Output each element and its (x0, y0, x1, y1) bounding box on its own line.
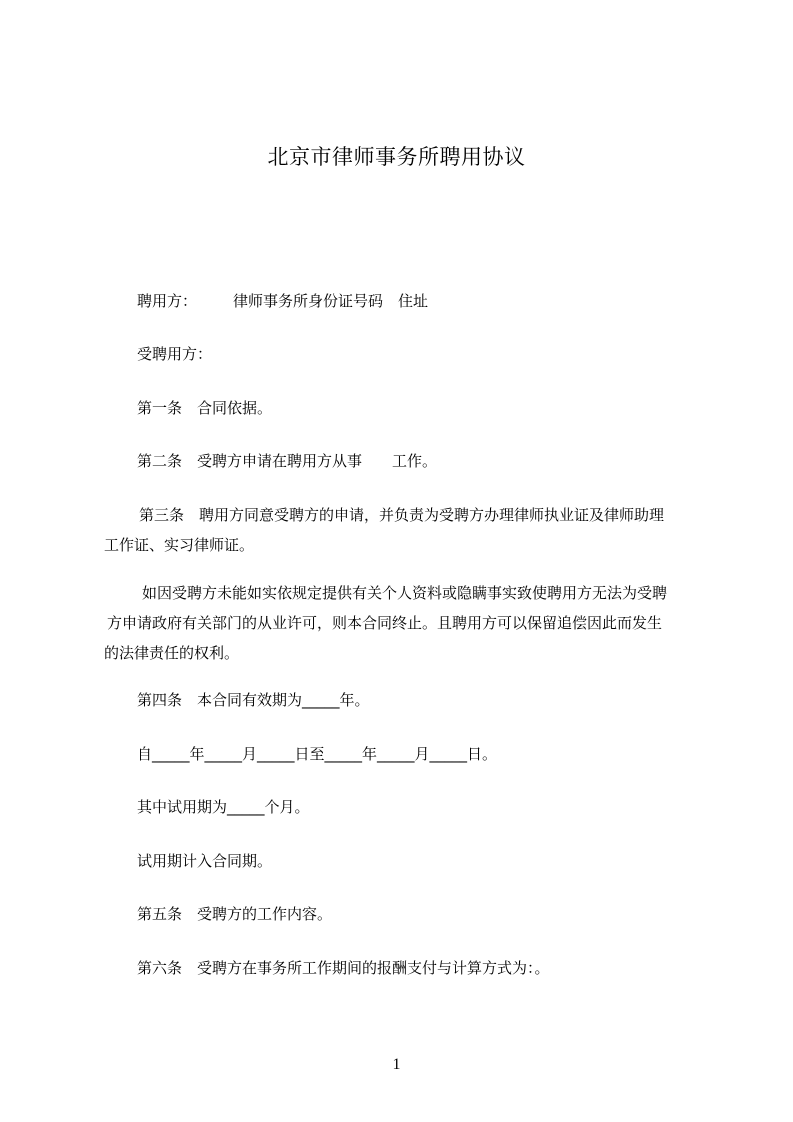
article-4-trial-note: 试用期计入合同期。 (137, 852, 273, 870)
article-1: 第一条 合同依据。 (137, 399, 273, 417)
page-number: 1 (392, 1056, 401, 1073)
article-3-supplement-line-2: 方申请政府有关部门的从业许可，则本合同终止。且聘用方可以保留追偿因此而发生 (107, 614, 663, 632)
employer-label: 聘用方： (137, 292, 198, 310)
article-5: 第五条 受聘方的工作内容。 (137, 905, 333, 923)
employer-fields: 律师事务所身份证号码 住址 (233, 292, 429, 310)
article-3-supplement-line-1: 如因受聘方未能如实依规定提供有关个人资料或隐瞒事实致使聘用方无法为受聘 (142, 584, 668, 602)
article-3-line-2: 工作证、实习律师证。 (104, 536, 255, 554)
article-4-trial: 其中试用期为_____个月。 (137, 798, 310, 816)
document-title: 北京市律师事务所聘用协议 (267, 145, 526, 169)
article-6: 第六条 受聘方在事务所工作期间的报酬支付与计算方式为：。 (137, 959, 550, 977)
article-2: 第二条 受聘方申请在聘用方从事 工作。 (137, 452, 438, 470)
employee-label: 受聘用方： (137, 345, 213, 363)
article-3 (104, 500, 708, 560)
article-3-line-1: 第三条 聘用方同意受聘方的申请，并负责为受聘方办理律师执业证及律师助理 (139, 506, 665, 524)
article-4: 第四条 本合同有效期为_____年。 (137, 691, 370, 709)
article-3-supplement-line-3: 的法律责任的权利。 (104, 644, 240, 662)
article-4-period: 自_____年_____月_____日至_____年_____月_____日。 (137, 745, 498, 763)
article-3-supplement (104, 578, 708, 668)
